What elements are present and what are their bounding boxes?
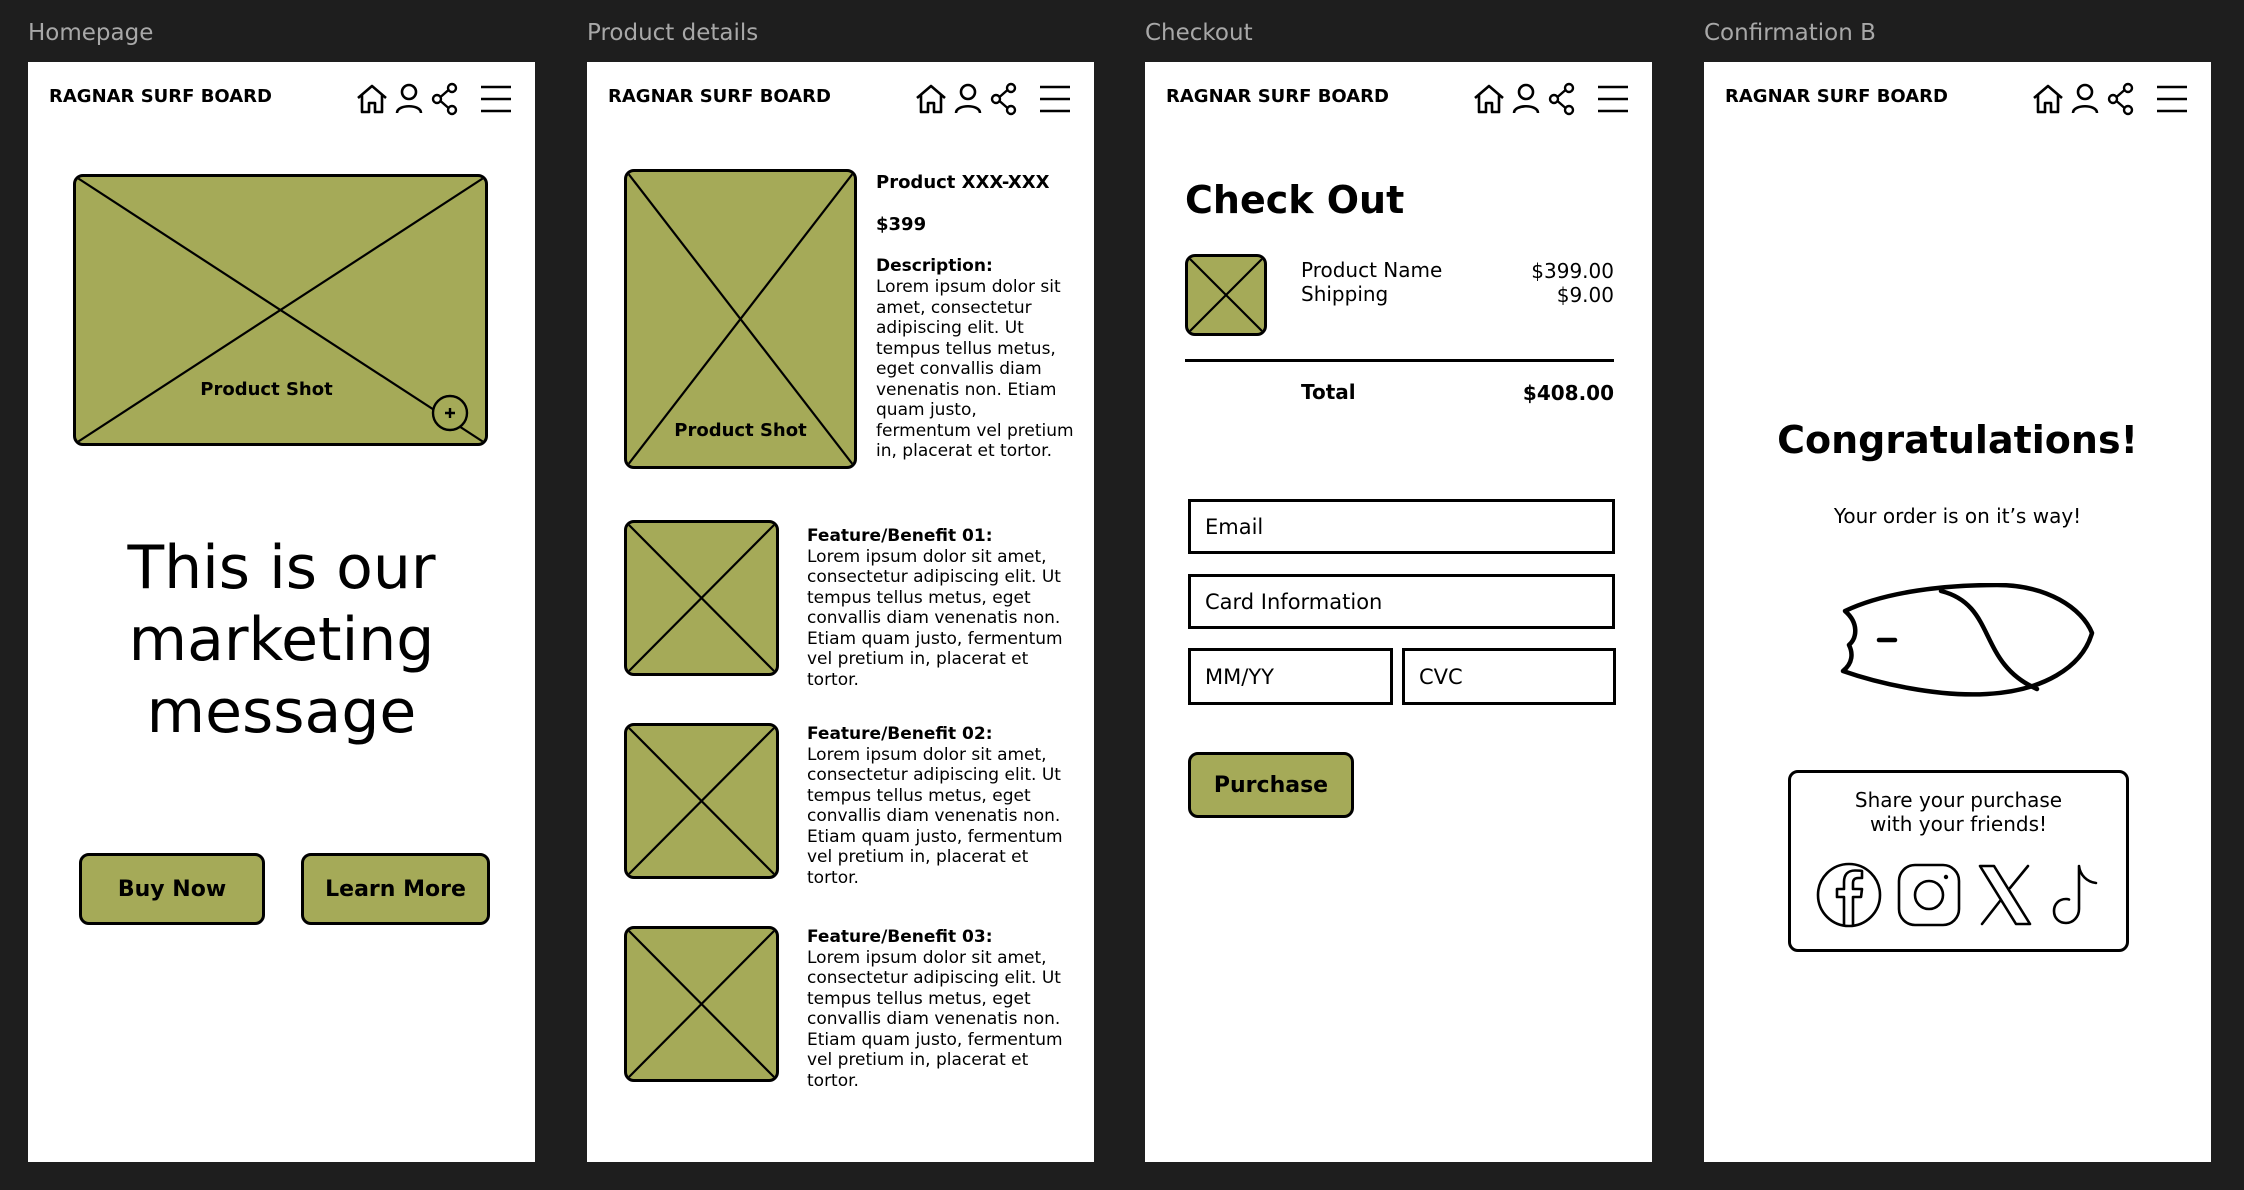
home-icon[interactable] [355,82,389,116]
share-card [1788,770,2129,952]
facebook-icon[interactable] [1815,861,1883,929]
product-price: $399 [876,214,927,235]
hero-product-image [73,174,488,446]
marketing-line-2: marketing [128,605,435,675]
x-icon[interactable] [1977,863,2033,927]
checkout-title: Check Out [1185,178,1405,222]
feature-image [624,723,779,879]
product-details-frame [587,62,1094,1162]
brand-logo[interactable]: RAGNAR SURF BOARD [1725,86,1948,107]
share-icon[interactable] [1547,82,1577,116]
product-title: Product XXX-XXX [876,172,1050,193]
congratulations-title: Congratulations! [1777,418,2138,462]
feature-title: Feature/Benefit 02: [807,724,993,744]
user-icon[interactable] [394,82,424,116]
home-icon[interactable] [1472,82,1506,116]
header [587,62,1094,132]
share-icon[interactable] [430,82,460,116]
product-price: $399.00 [1531,259,1614,283]
cvc-field[interactable]: CVC [1402,648,1616,705]
card-information-field[interactable]: Card Information [1188,574,1615,629]
instagram-icon[interactable] [1896,862,1962,928]
user-icon[interactable] [1511,82,1541,116]
frame-label-checkout: Checkout [1145,20,1253,46]
surfboard-icon [1837,583,2097,699]
order-status-text: Your order is on it’s way! [1833,504,2082,528]
product-name-label: Product Name [1301,258,1443,282]
feature-image [624,520,779,676]
homepage-frame [28,62,535,1162]
feature-block: Feature/Benefit 03: Lorem ipsum dolor sit amet, consectetur adipiscing elit. Ut tempus tellus metus, eget convallis diam venenatis non. Etiam quam justo, fermentum vel pretium in, placerat et tortor. [807,927,1063,1091]
feature-title: Feature/Benefit 03: [807,927,993,947]
confirmation-frame [1704,62,2211,1162]
header [1704,62,2211,132]
menu-icon[interactable] [1038,82,1072,116]
share-icon[interactable] [989,82,1019,116]
divider [1185,359,1614,362]
shipping-price: $9.00 [1556,283,1614,307]
frame-label-product-details: Product details [587,20,759,46]
purchase-button[interactable]: Purchase [1188,752,1354,818]
frame-label-homepage: Homepage [28,20,154,46]
description-label: Description: [876,256,993,276]
header [1145,62,1652,132]
brand-logo[interactable]: RAGNAR SURF BOARD [1166,86,1389,107]
marketing-message [28,532,535,748]
menu-icon[interactable] [1596,82,1630,116]
menu-icon[interactable] [2155,82,2189,116]
frame-label-confirmation: Confirmation B [1704,20,1876,46]
feature-image [624,926,779,1082]
shipping-label: Shipping [1301,282,1389,306]
brand-logo[interactable]: RAGNAR SURF BOARD [608,86,831,107]
learn-more-button[interactable]: Learn More [301,853,490,925]
main-product-image [624,169,857,469]
tiktok-icon[interactable] [2051,863,2109,929]
share-prompt: Share your purchase with your friends! [1854,788,2063,836]
feature-block: Feature/Benefit 01: Lorem ipsum dolor sit amet, consectetur adipiscing elit. Ut tempus tellus metus, eget convallis diam venenatis non. Etiam quam justo, fermentum vel pretium in, placerat et tortor. [807,526,1063,690]
total-label: Total [1301,380,1356,404]
product-shot-label: Product Shot [200,379,333,400]
user-icon[interactable] [2070,82,2100,116]
cart-item-thumbnail [1185,254,1267,336]
header [28,62,535,132]
checkout-frame [1145,62,1652,1162]
share-icon[interactable] [2106,82,2136,116]
feature-title: Feature/Benefit 01: [807,526,993,546]
buy-now-button[interactable]: Buy Now [79,853,265,925]
brand-logo[interactable]: RAGNAR SURF BOARD [49,86,272,107]
home-icon[interactable] [914,82,948,116]
user-icon[interactable] [953,82,983,116]
marketing-line-1: This is our [127,533,436,603]
zoom-icon[interactable] [431,394,469,432]
feature-block: Feature/Benefit 02: Lorem ipsum dolor sit amet, consectetur adipiscing elit. Ut tempus tellus metus, eget convallis diam venenatis non. Etiam quam justo, fermentum vel pretium in, placerat et tortor. [807,724,1063,888]
expiry-field[interactable]: MM/YY [1188,648,1393,705]
menu-icon[interactable] [479,82,513,116]
email-field[interactable]: Email [1188,499,1615,554]
total-value: $408.00 [1522,381,1614,405]
description-text: Lorem ipsum dolor sit amet, consectetur adipiscing elit. Ut tempus tellus metus, eget convallis diam venenatis non. Etiam quam justo, fermentum vel pretium in, placerat et tortor. [876,277,1074,461]
home-icon[interactable] [2031,82,2065,116]
product-shot-label: Product Shot [674,420,807,441]
marketing-line-3: message [146,677,417,747]
